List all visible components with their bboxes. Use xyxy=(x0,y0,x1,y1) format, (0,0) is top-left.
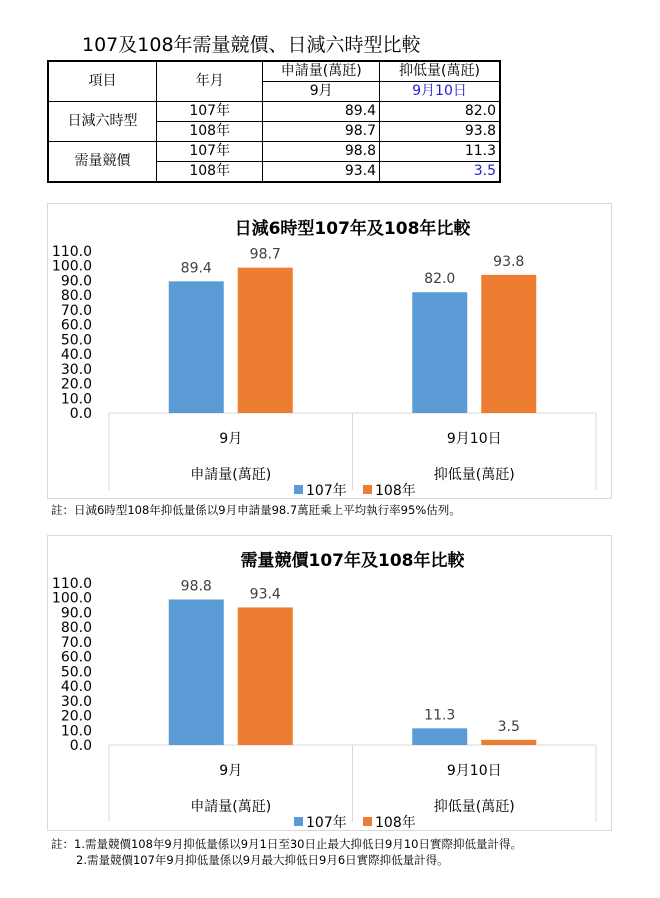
bar xyxy=(412,292,467,413)
data-label: 82.0 xyxy=(424,271,456,288)
y-tick-label: 70.0 xyxy=(60,302,92,319)
y-tick-label: 90.0 xyxy=(60,273,92,290)
bar xyxy=(238,607,293,745)
row-reduced: 93.8 xyxy=(379,122,500,142)
data-label: 93.8 xyxy=(493,253,525,270)
x-tick-label: 9月 xyxy=(219,763,243,779)
x-group-label: 申請量(萬瓩) xyxy=(190,467,272,483)
bar xyxy=(481,740,536,745)
x-group-label: 抑低量(萬瓩) xyxy=(433,467,515,483)
row-applied: 93.4 xyxy=(263,162,380,183)
chart-demand-reduction-6h xyxy=(47,203,612,499)
y-tick-label: 110.0 xyxy=(51,576,92,592)
legend-label: 108年 xyxy=(375,483,416,498)
data-label: 3.5 xyxy=(497,718,520,735)
data-label: 98.7 xyxy=(249,246,281,263)
row-applied: 98.8 xyxy=(263,142,380,162)
y-tick-label: 20.0 xyxy=(60,376,92,393)
y-tick-label: 100.0 xyxy=(51,258,92,275)
chart-title: 需量競價107年及108年比較 xyxy=(240,551,465,571)
row-applied: 89.4 xyxy=(263,102,380,122)
group-name: 需量競價 xyxy=(48,142,156,183)
legend-swatch xyxy=(363,485,372,494)
x-tick-label: 9月10日 xyxy=(446,431,502,447)
y-tick-label: 50.0 xyxy=(60,664,92,681)
row-year: 107年 xyxy=(156,102,263,122)
y-tick-label: 30.0 xyxy=(60,693,92,710)
y-tick-label: 0.0 xyxy=(69,406,92,422)
data-label: 89.4 xyxy=(180,260,212,277)
header-reduced: 抑低量(萬瓩) xyxy=(379,61,500,82)
chart-svg xyxy=(48,204,611,498)
chart-note: 註：1.需量競價108年9月抑低量係以9月1日至30日止最大抑低日9月10日實際抑低量計得。 xyxy=(51,837,522,851)
x-tick-label: 9月10日 xyxy=(446,763,502,779)
row-year: 108年 xyxy=(156,162,263,183)
legend-label: 107年 xyxy=(306,815,347,830)
bar xyxy=(238,268,293,413)
y-tick-label: 110.0 xyxy=(51,244,92,260)
y-tick-label: 10.0 xyxy=(60,391,92,408)
bar xyxy=(169,281,224,413)
header-year: 年月 xyxy=(156,61,263,102)
row-reduced: 82.0 xyxy=(379,102,500,122)
header-reduced-date: 9月10日 xyxy=(379,82,500,102)
y-tick-label: 10.0 xyxy=(60,723,92,740)
y-tick-label: 40.0 xyxy=(60,347,92,364)
y-tick-label: 80.0 xyxy=(60,288,92,305)
y-tick-label: 80.0 xyxy=(60,620,92,637)
row-year: 108年 xyxy=(156,122,263,142)
y-tick-label: 90.0 xyxy=(60,605,92,622)
legend-label: 107年 xyxy=(306,483,347,498)
y-tick-label: 20.0 xyxy=(60,708,92,725)
x-group-label: 抑低量(萬瓩) xyxy=(433,799,515,815)
chart-note: 註：日減6時型108年抑低量係以9月申請量98.7萬瓩乘上平均執行率95%估列。 xyxy=(51,503,461,517)
row-year: 107年 xyxy=(156,142,263,162)
header-item: 項目 xyxy=(48,61,156,102)
legend-swatch xyxy=(294,817,303,826)
header-applied: 申請量(萬瓩) xyxy=(263,61,380,82)
y-tick-label: 70.0 xyxy=(60,634,92,651)
chart-title: 日減6時型107年及108年比較 xyxy=(234,219,471,239)
chart-note: 2.需量競價107年9月抑低量係以9月最大抑低日9月6日實際抑低量計得。 xyxy=(76,853,449,867)
y-tick-label: 100.0 xyxy=(51,590,92,607)
row-applied: 98.7 xyxy=(263,122,380,142)
data-label: 98.8 xyxy=(180,578,212,595)
y-tick-label: 30.0 xyxy=(60,361,92,378)
data-label: 11.3 xyxy=(424,707,456,724)
legend-swatch xyxy=(294,485,303,494)
bar xyxy=(412,728,467,745)
legend-swatch xyxy=(363,817,372,826)
row-reduced: 11.3 xyxy=(379,142,500,162)
chart-demand-bidding xyxy=(47,535,612,831)
page-title: 107及108年需量競價、日減六時型比較 xyxy=(82,34,421,56)
y-tick-label: 60.0 xyxy=(60,317,92,334)
data-label: 93.4 xyxy=(249,586,281,603)
chart-svg xyxy=(48,536,611,830)
header-applied-month: 9月 xyxy=(263,82,380,102)
bar xyxy=(481,275,536,413)
y-tick-label: 60.0 xyxy=(60,649,92,666)
group-name: 日減六時型 xyxy=(48,102,156,142)
x-tick-label: 9月 xyxy=(219,431,243,447)
y-tick-label: 40.0 xyxy=(60,679,92,696)
legend-label: 108年 xyxy=(375,815,416,830)
y-tick-label: 0.0 xyxy=(69,738,92,754)
y-tick-label: 50.0 xyxy=(60,332,92,349)
row-reduced: 3.5 xyxy=(379,162,500,183)
bar xyxy=(169,599,224,745)
x-group-label: 申請量(萬瓩) xyxy=(190,799,272,815)
summary-table xyxy=(47,60,501,183)
